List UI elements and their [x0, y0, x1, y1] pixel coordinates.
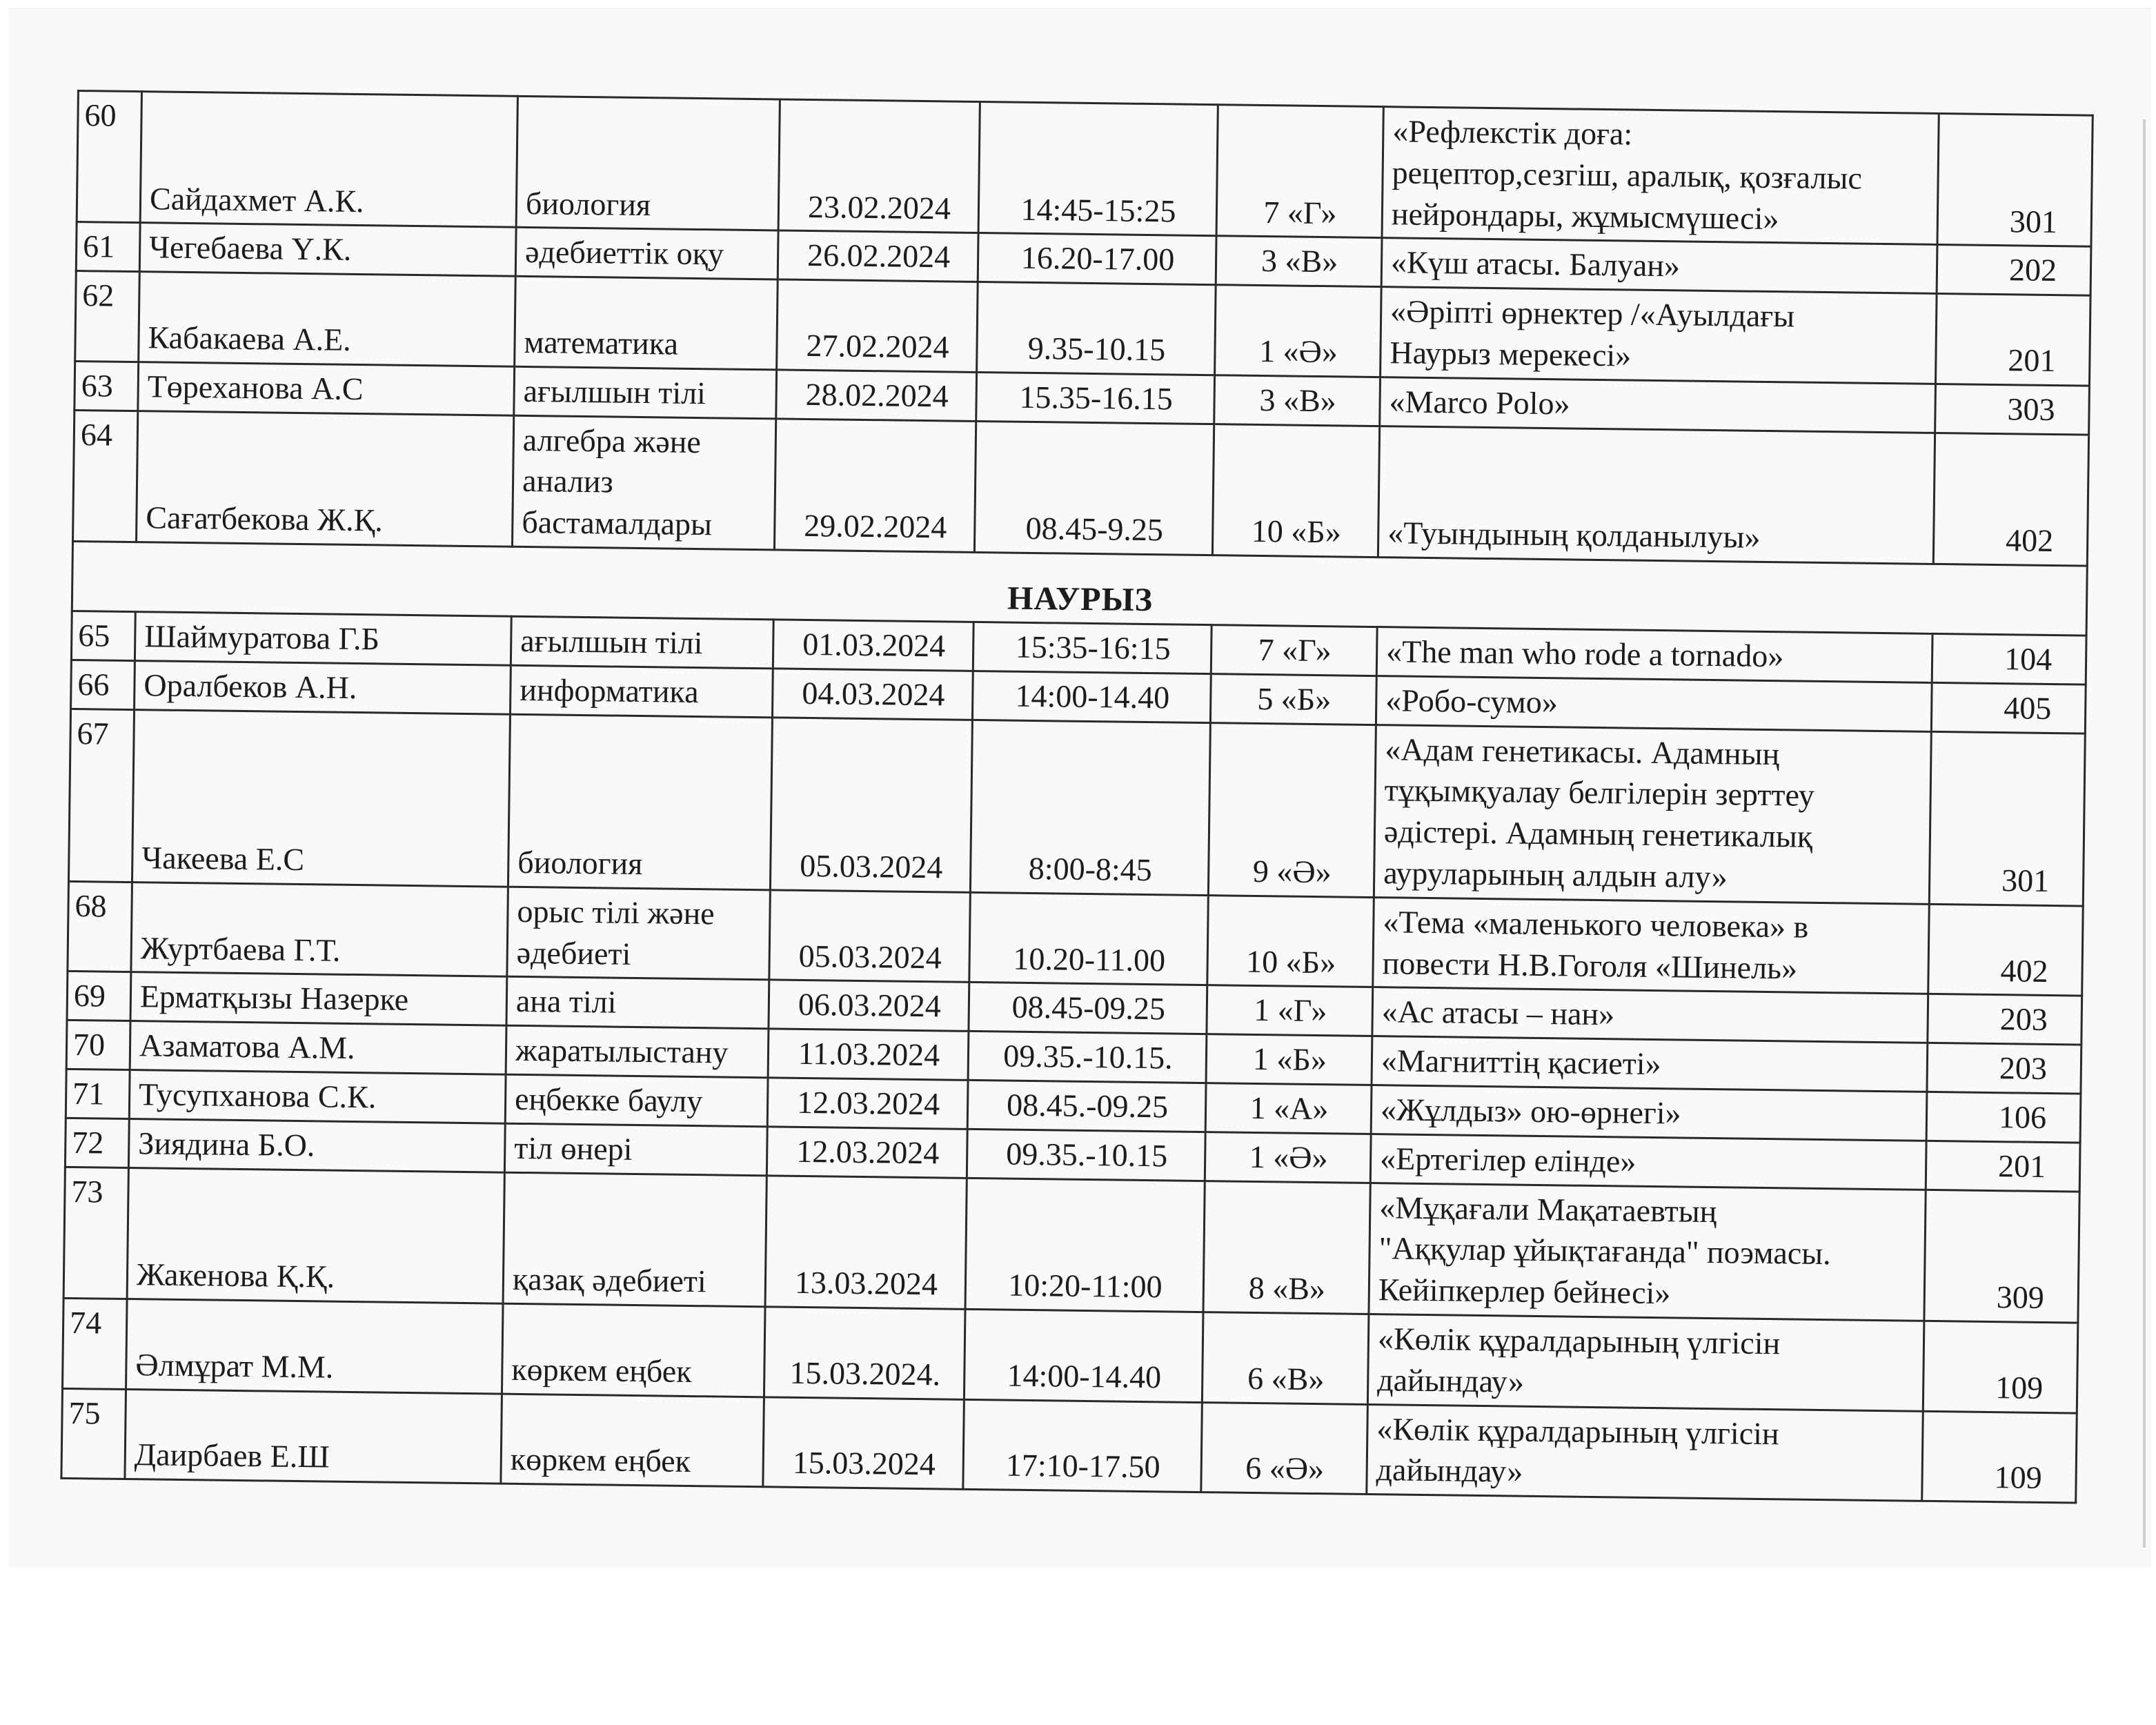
lesson-date: 28.02.2024: [776, 370, 977, 421]
class-group: 6 «Ә»: [1201, 1402, 1368, 1495]
teacher-name: Кабакаева А.Е.: [139, 272, 516, 366]
subject: орыс тілі және әдебиеті: [507, 887, 771, 980]
lesson-time: 08.45.-09.25: [967, 1080, 1206, 1132]
class-group: 10 «Б»: [1212, 424, 1379, 557]
lesson-topic: «Күш атасы. Балуан»: [1381, 238, 1937, 294]
teacher-name: Зиядина Б.О.: [128, 1118, 505, 1172]
subject: ағылшын тілі: [514, 366, 777, 418]
lesson-time: 10:20-11:00: [965, 1178, 1205, 1312]
lesson-date: 23.02.2024: [778, 99, 980, 233]
teacher-name: Сайдахмет А.К.: [140, 92, 517, 228]
subject: биология: [516, 96, 780, 230]
teacher-name: Оралбеков А.Н.: [135, 660, 511, 713]
row-number: 63: [75, 361, 139, 411]
subject: биология: [508, 714, 772, 890]
room-number: 109: [1922, 1411, 2077, 1503]
class-group: 9 «Ә»: [1208, 722, 1376, 897]
teacher-name: Шаймуратова Г.Б: [135, 612, 511, 665]
lesson-date: 11.03.2024: [768, 1029, 969, 1080]
lesson-time: 15:35-16:15: [973, 622, 1211, 673]
row-number: 75: [61, 1388, 126, 1479]
teacher-name: Жакенова Қ.Қ.: [127, 1167, 504, 1303]
subject: ана тілі: [506, 977, 769, 1029]
row-number: 60: [77, 91, 141, 224]
lesson-time: 08.45-09.25: [969, 983, 1207, 1034]
subject: әдебиеттік оқу: [515, 228, 778, 279]
class-group: 1 «Ә»: [1205, 1132, 1371, 1183]
lesson-time: 14:00-14.40: [972, 671, 1211, 722]
room-number: 309: [1924, 1190, 2079, 1323]
row-number: 61: [76, 222, 140, 272]
row-number: 65: [71, 611, 135, 660]
lesson-topic: «Тема «маленького человека» в повести Н.В.Гоголя «Шинель»: [1373, 897, 1930, 994]
subject: информатика: [510, 665, 773, 717]
lesson-topic: «Әріпті өрнектер /«Ауылдағы Наурыз мерекесі»: [1381, 287, 1937, 384]
row-number: 62: [75, 271, 140, 362]
lesson-time: 08.45-9.25: [974, 421, 1214, 555]
room-number: 201: [1926, 1141, 2080, 1192]
class-group: 1 «Г»: [1207, 985, 1373, 1036]
row-number: 72: [65, 1118, 129, 1167]
subject: математика: [515, 276, 778, 369]
lesson-date: 15.03.2024: [763, 1397, 965, 1489]
room-number: 402: [1928, 904, 2084, 996]
subject: көркем еңбек: [501, 1394, 764, 1487]
room-number: 201: [1935, 294, 2090, 386]
lesson-time: 14:45-15:25: [978, 101, 1218, 236]
teacher-name: Әлмұрат М.М.: [126, 1299, 504, 1393]
lesson-date: 06.03.2024: [769, 980, 969, 1031]
subject: қазақ әдебиеті: [503, 1172, 767, 1307]
month-heading: НАУРЫЗ: [72, 541, 2087, 635]
lesson-date: 12.03.2024: [767, 1078, 968, 1129]
lesson-topic: «Ас атасы – нан»: [1372, 987, 1928, 1043]
teacher-name: Журтбаева Г.Т.: [131, 882, 508, 976]
lesson-schedule-table: [60, 90, 2093, 1504]
class-group: 1 «А»: [1205, 1083, 1372, 1134]
class-group: 1 «Ә»: [1215, 285, 1382, 377]
room-number: 106: [1926, 1092, 2081, 1143]
lesson-time: 17:10-17.50: [963, 1399, 1203, 1492]
table-row: [77, 91, 2093, 247]
lesson-date: 15.03.2024.: [764, 1307, 965, 1399]
lesson-date: 13.03.2024: [765, 1175, 967, 1309]
lesson-time: 16.20-17.00: [978, 233, 1216, 285]
lesson-topic: «Туындының қолданылуы»: [1378, 426, 1935, 564]
lesson-date: 05.03.2024: [770, 717, 972, 892]
subject: ағылшын тілі: [511, 616, 773, 668]
row-number: 64: [73, 410, 138, 542]
lesson-date: 26.02.2024: [778, 230, 978, 282]
class-group: 7 «Г»: [1211, 625, 1377, 676]
class-group: 10 «Б»: [1207, 895, 1374, 987]
teacher-name: Ерматқызы Назерке: [130, 972, 507, 1025]
class-group: 7 «Г»: [1216, 105, 1383, 238]
room-number: 405: [1931, 682, 2086, 733]
teacher-name: Чакеева Е.С: [132, 709, 510, 887]
lesson-topic: «Мұқағали Мақатаевтың "Аққулар ұйықтағанда" поэмасы. Кейіпкерлер бейнесі»: [1369, 1183, 1926, 1321]
lesson-topic: «Көлік құралдарының үлгісін дайындау»: [1367, 1314, 1924, 1410]
lesson-time: 09.35.-10.15.: [968, 1032, 1207, 1083]
lesson-time: 10.20-11.00: [969, 892, 1209, 985]
room-number: 203: [1927, 1043, 2081, 1094]
lesson-topic: «Магниттің қасиеті»: [1372, 1036, 1928, 1092]
teacher-name: Тусупханова С.К.: [129, 1070, 506, 1123]
subject: көркем еңбек: [502, 1303, 765, 1397]
room-number: 203: [1928, 994, 2082, 1045]
teacher-name: Төреханова А.С: [138, 362, 515, 415]
teacher-name: Чегебаева Ү.К.: [139, 223, 516, 276]
room-number: 109: [1923, 1321, 2078, 1412]
teacher-name: Азаматова А.М.: [130, 1021, 506, 1074]
row-number: 67: [68, 709, 134, 882]
lesson-date: 12.03.2024: [767, 1127, 967, 1178]
lesson-time: 14:00-14.40: [964, 1309, 1203, 1402]
subject: жаратылыстану: [506, 1025, 769, 1077]
room-number: 303: [1935, 384, 2090, 435]
room-number: 402: [1933, 433, 2088, 566]
lesson-topic: «Ертегілер елінде»: [1370, 1134, 1926, 1190]
page-edge-shadow: [2143, 119, 2146, 1548]
teacher-name: Сағатбекова Ж.Қ.: [136, 411, 513, 546]
row-number: 66: [71, 660, 135, 709]
subject: алгебра және анализ бастамалдары: [512, 415, 775, 550]
table-body-february: [73, 91, 2093, 566]
table-row: [73, 410, 2089, 566]
class-group: 8 «В»: [1203, 1181, 1370, 1314]
class-group: 3 «В»: [1216, 236, 1382, 287]
table-body-march: [61, 611, 2086, 1503]
lesson-time: 8:00-8:45: [970, 720, 1210, 895]
room-number: 301: [1929, 731, 2085, 906]
row-number: 70: [66, 1021, 130, 1070]
class-group: 5 «Б»: [1210, 673, 1376, 724]
teacher-name: Даирбаев Е.Ш: [125, 1389, 502, 1483]
row-number: 71: [66, 1069, 130, 1118]
lesson-topic: «Рефлекстік доға: рецептор,сезгіш, аралық, қозғалыс нейрондары, жұмысмүшесі»: [1382, 107, 1939, 245]
room-number: 104: [1932, 633, 2086, 684]
lesson-topic: «Робо-сумо»: [1376, 676, 1932, 731]
subject: еңбекке баулу: [505, 1074, 768, 1126]
room-number: 301: [1937, 113, 2093, 246]
row-number: 69: [67, 972, 131, 1021]
lesson-topic: «Жұлдыз» ою-өрнегі»: [1371, 1085, 1927, 1141]
lesson-date: 04.03.2024: [772, 669, 973, 720]
row-number: 68: [68, 881, 132, 972]
row-number: 73: [63, 1167, 128, 1299]
table-row: [68, 709, 2085, 906]
lesson-date: 01.03.2024: [773, 620, 973, 671]
lesson-topic: «The man who rode a tornado»: [1376, 627, 1932, 683]
lesson-date: 05.03.2024: [769, 890, 971, 983]
class-group: 1 «Б»: [1206, 1034, 1372, 1085]
class-group: 6 «В»: [1202, 1312, 1369, 1404]
class-group: 3 «В»: [1214, 375, 1381, 426]
lesson-topic: «Marco Polo»: [1380, 377, 1936, 433]
lesson-topic: «Адам генетикасы. Адамның тұқымқуалау белгілерін зерттеу әдістері. Адамның генетикалық ауруларының алдын алу»: [1374, 724, 1931, 904]
lesson-time: 9.35-10.15: [977, 282, 1216, 375]
subject: тіл өнері: [504, 1123, 767, 1175]
lesson-date: 29.02.2024: [774, 418, 976, 552]
lesson-time: 09.35.-10.15: [967, 1129, 1205, 1181]
lesson-topic: «Көлік құралдарының үлгісін дайындау»: [1367, 1404, 1923, 1501]
lesson-time: 15.35-16.15: [976, 372, 1215, 424]
room-number: 202: [1937, 245, 2091, 296]
table-row: [63, 1167, 2079, 1323]
row-number: 74: [63, 1298, 128, 1389]
lesson-date: 27.02.2024: [777, 279, 978, 372]
